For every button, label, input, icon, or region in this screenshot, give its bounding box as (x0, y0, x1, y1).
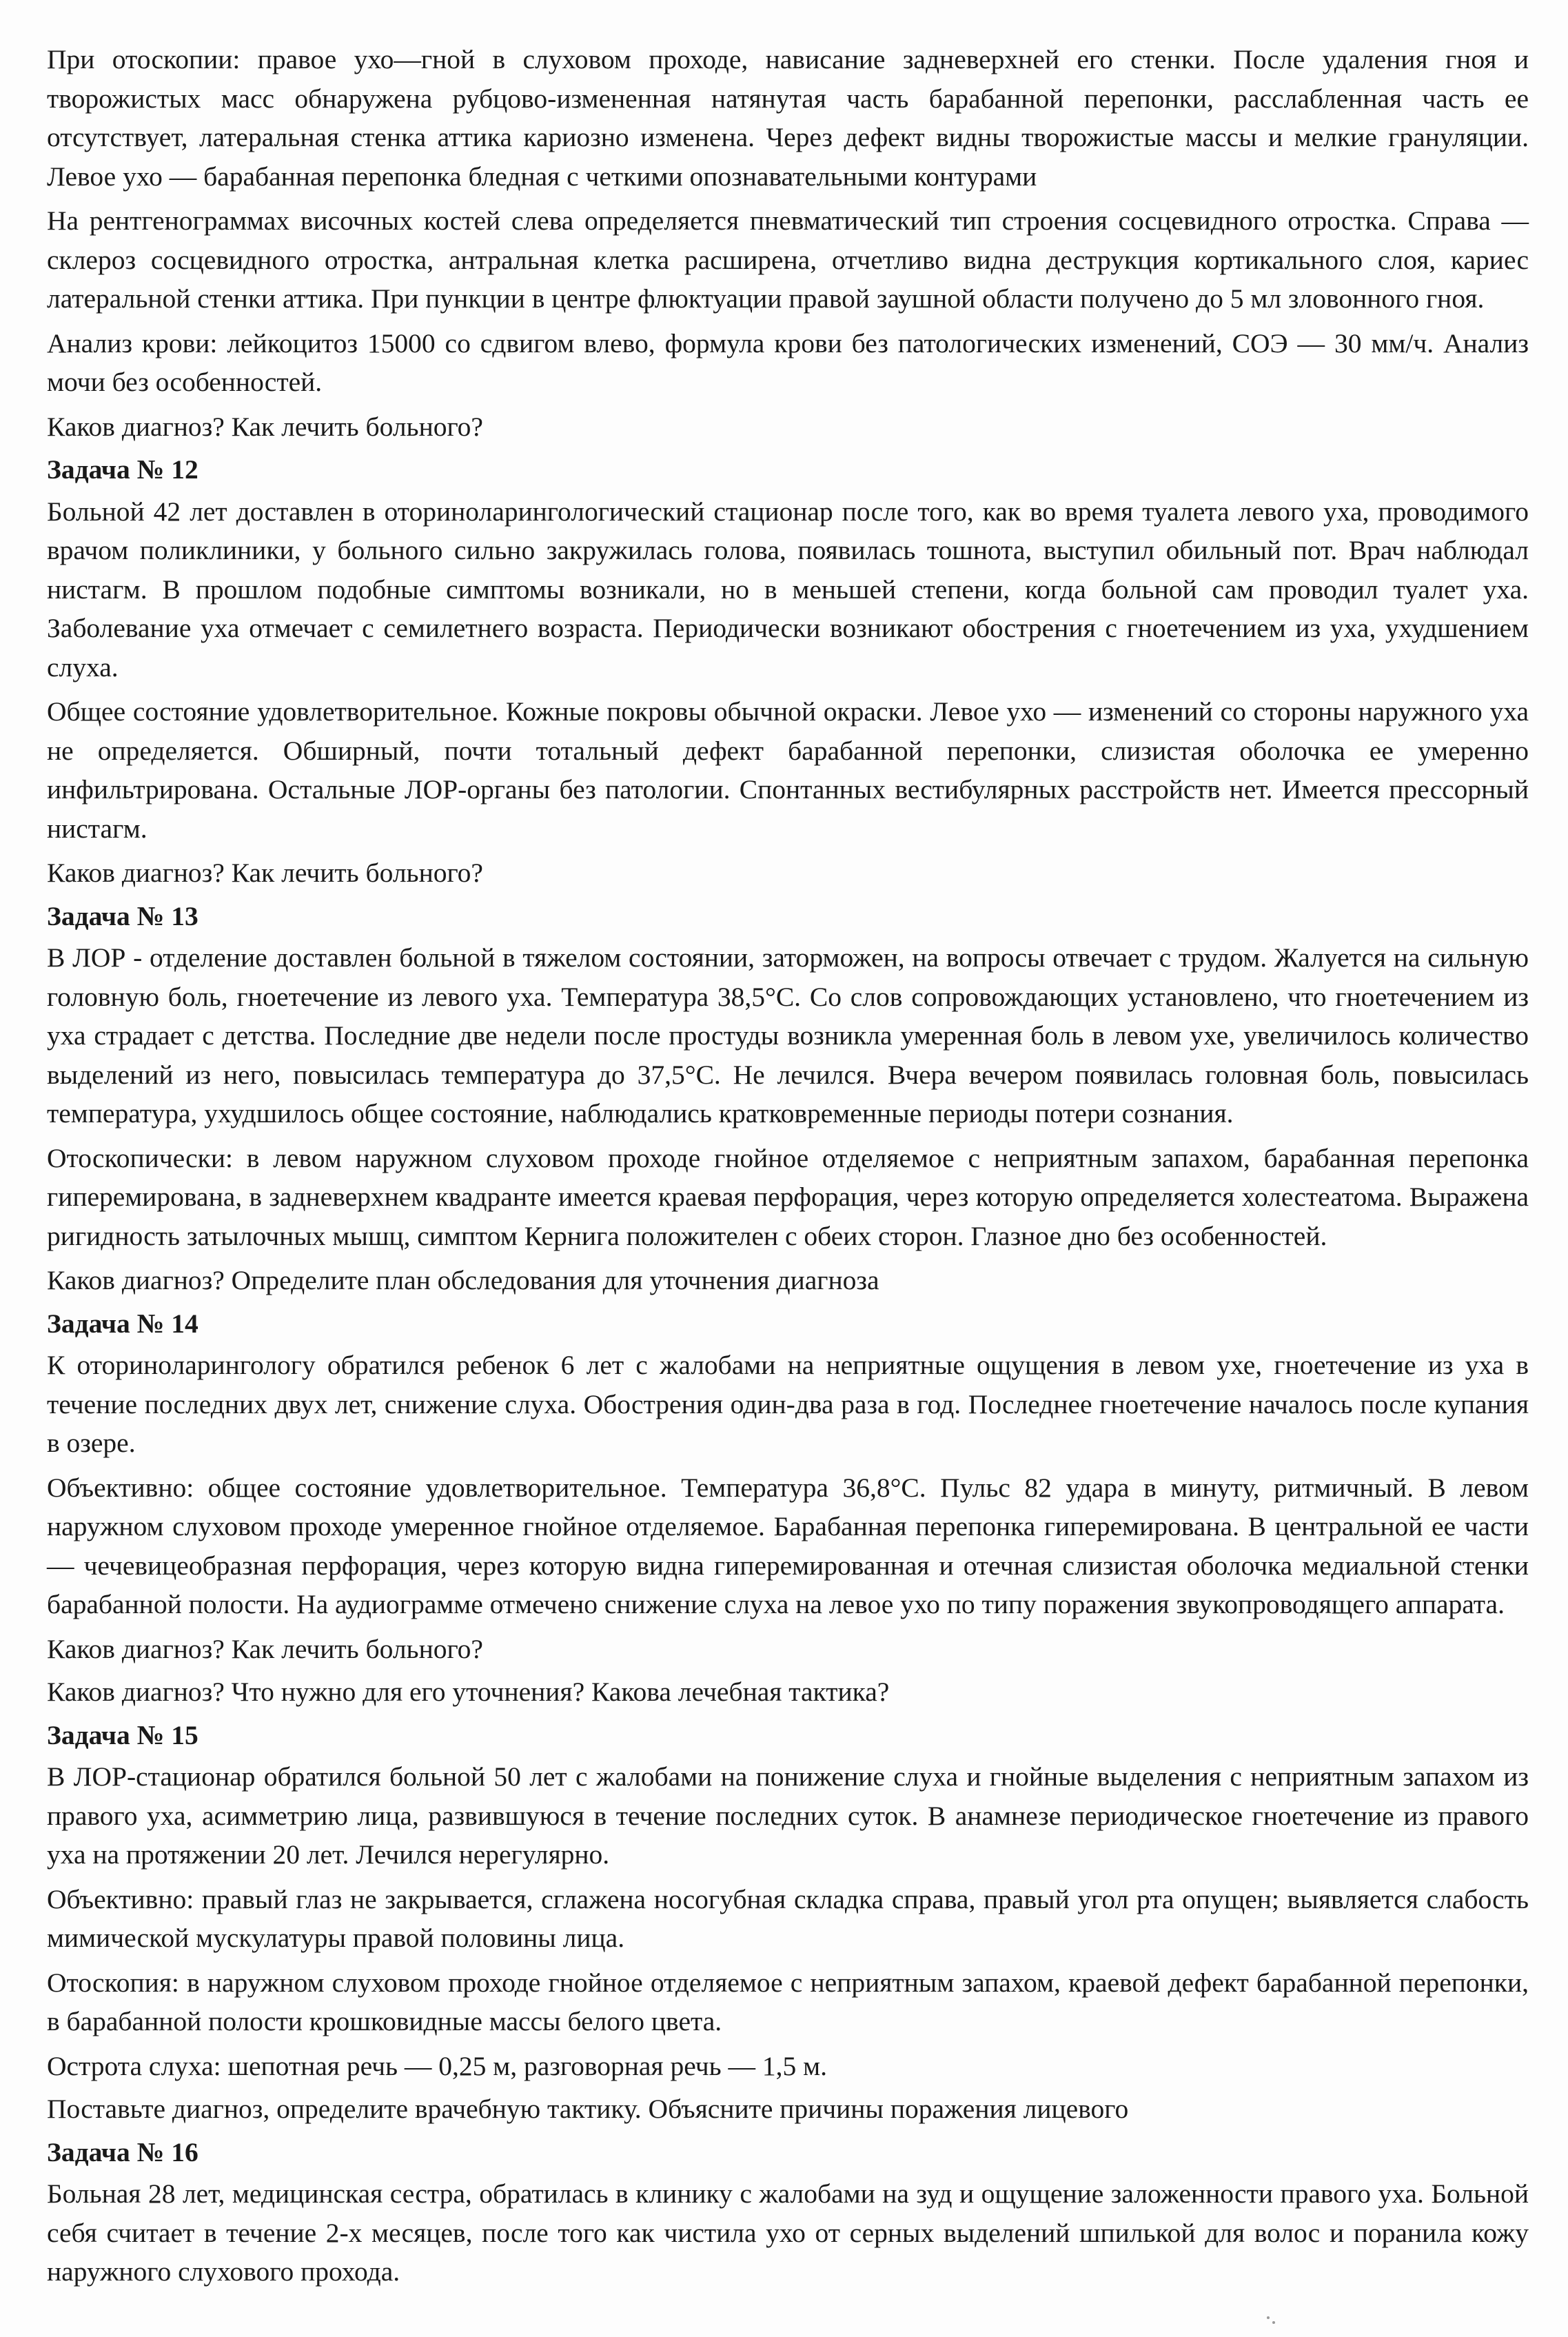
document-text-body (47, 40, 1529, 2297)
paragraph-task-15-complaints: В ЛОР-стационар обратился больной 50 лет с жалобами на понижение слуха и гнойные выделения с неприятным запахом из правого уха, асимметрию лица, развившуюся в течение последних суток. В анамнезе периодическое гноетечение из правого уха на протяжении 20 лет. Лечился нерегулярно. (47, 1761, 1529, 1870)
paragraph-task-13-history: В ЛОР - отделение доставлен больной в тяжелом состоянии, заторможен, на вопросы отвечает с трудом. Жалуется на сильную головную боль, гноетечение из левого уха. Температура 38,5°С. Со слов сопровождающих установлено, что гноетечением из уха страдает с детства. Последние две недели после простуды возникла умеренная боль в левом ухе, увеличилось количество выделений из него, повысилась температура до 37,5°С. Не лечился. Вчера вечером появилась головная боль, повысилась температура, ухудшилось общее состояние, наблюдались кратковременные периоды потери сознания. (47, 942, 1529, 1129)
task-heading-13: Задача № 13 (47, 900, 198, 931)
question-line: Каков диагноз? Как лечить больного? (47, 1633, 483, 1664)
paragraph-blood-analysis: Анализ крови: лейкоцитоз 15000 со сдвигом влево, формула крови без патологических изменений, СОЭ — 30 мм/ч. Анализ мочи без особенностей. (47, 327, 1529, 397)
task-heading-12: Задача № 12 (47, 454, 198, 485)
question-line: Каков диагноз? Определите план обследования для уточнения диагноза (47, 1265, 879, 1295)
paragraph-otoscopy-findings: При отоскопии: правое ухо—гной в слуховом проходе, нависание задневерхней его стенки. После удаления гноя и творожистых масс обнаружена рубцово-измененная натянутая часть барабанной перепонки, расслабленная часть ее отсутствует, латеральная стенка аттика кариозно изменена. Через дефект видны творожистые массы и мелкие грануляции. Левое ухо — барабанная перепонка бледная с четкими опознавательными контурами (47, 44, 1529, 192)
paragraph-task-13-otoscopy: Отоскопически: в левом наружном слуховом проходе гнойное отделяемое с неприятным запахом, барабанная перепонка гиперемирована, в задневерхнем квадранте имеется краевая перфорация, через которую определяется холестеатома. Выражена ригидность затылочных мышц, симптом Кернига положителен с обеих сторон. Глазное дно без особенностей. (47, 1142, 1529, 1251)
paragraph-task-15-objective: Объективно: правый глаз не закрывается, сглажена носогубная складка справа, правый угол рта опущен; выявляется слабость мимической мускулатуры правой половины лица. (47, 1883, 1529, 1953)
paragraph-task-16-complaints: Больная 28 лет, медицинская сестра, обратилась в клинику с жалобами на зуд и ощущение заложенности правого уха. Больной себя считает в течение 2-х месяцев, после того как чистила ухо от серных выделений шпилькой для волос и поранила кожу наружного слухового прохода. (47, 2178, 1529, 2287)
question-line: Каков диагноз? Как лечить больного? (47, 858, 483, 888)
scan-speck (1267, 2316, 1270, 2319)
paragraph-task-12-status: Общее состояние удовлетворительное. Кожные покровы обычной окраски. Левое ухо — изменений со стороны наружного уха не определяется. Обширный, почти тотальный дефект барабанной перепонки, слизистая оболочка ее умеренно инфильтрирована. Остальные ЛОР-органы без патологии. Спонтанных вестибулярных расстройств нет. Имеется прессорный нистагм. (47, 696, 1529, 844)
paragraph-task-12-history: Больной 42 лет доставлен в оториноларингологический стационар после того, как во время туалета левого уха, проводимого врачом поликлиники, у больного сильно закружилась голова, появилась тошнота, выступил обильный пот. Врач наблюдал нистагм. В прошлом подобные симптомы возникали, но в меньшей степени, когда больной сам проводил туалет уха. Заболевание уха отмечает с семилетнего возраста. Периодически возникают обострения с гноетечением из уха, ухудшением слуха. (47, 496, 1529, 682)
task-heading-16: Задача № 16 (47, 2136, 198, 2167)
task-heading-14: Задача № 14 (47, 1308, 198, 1339)
question-line: Каков диагноз? Как лечить больного? (47, 411, 483, 442)
paragraph-task-15-otoscopy: Отоскопия: в наружном слуховом проходе гнойное отделяемое с неприятным запахом, краевой дефект барабанной перепонки, в барабанной полости крошковидные массы белого цвета. (47, 1967, 1529, 2036)
question-line: Каков диагноз? Что нужно для его уточнения? Какова лечебная тактика? (47, 1677, 890, 1707)
hearing-acuity-line: Острота слуха: шепотная речь — 0,25 м, разговорная речь — 1,5 м. (47, 2050, 827, 2081)
paragraph-task-14-objective: Объективно: общее состояние удовлетворительное. Температура 36,8°С. Пульс 82 удара в минуту, ритмичный. В левом наружном слуховом проходе умеренное гнойное отделяемое. Барабанная перепонка гиперемирована. В центральной ее части — чечевицеобразная перфорация, через которую видна гиперемированная и отечная слизистая оболочка медиальной стенки барабанной полости. На аудиограмме отмечено снижение слуха на левое ухо по типу поражения звукопроводящего аппарата. (47, 1472, 1529, 1619)
scan-speck (1272, 2321, 1275, 2324)
task-heading-15: Задача № 15 (47, 1719, 198, 1750)
question-line: Поставьте диагноз, определите врачебную тактику. Объясните причины поражения лицевого (47, 2094, 1129, 2124)
paragraph-task-14-complaints: К оториноларингологу обратился ребенок 6 лет с жалобами на неприятные ощущения в левом ухе, гноетечение из уха в течение последних двух лет, снижение слуха. Обострения один-два раза в год. Последнее гноетечение началось после купания в озере. (47, 1350, 1529, 1458)
paragraph-xray-findings: На рентгенограммах височных костей слева определяется пневматический тип строения сосцевидного отростка. Справа — склероз сосцевидного отростка, антральная клетка расширена, отчетливо видна деструкция кортикального слоя, кариес латеральной стенки аттика. При пункции в центре флюктуации правой заушной области получено до 5 мл зловонного гноя. (47, 205, 1529, 314)
